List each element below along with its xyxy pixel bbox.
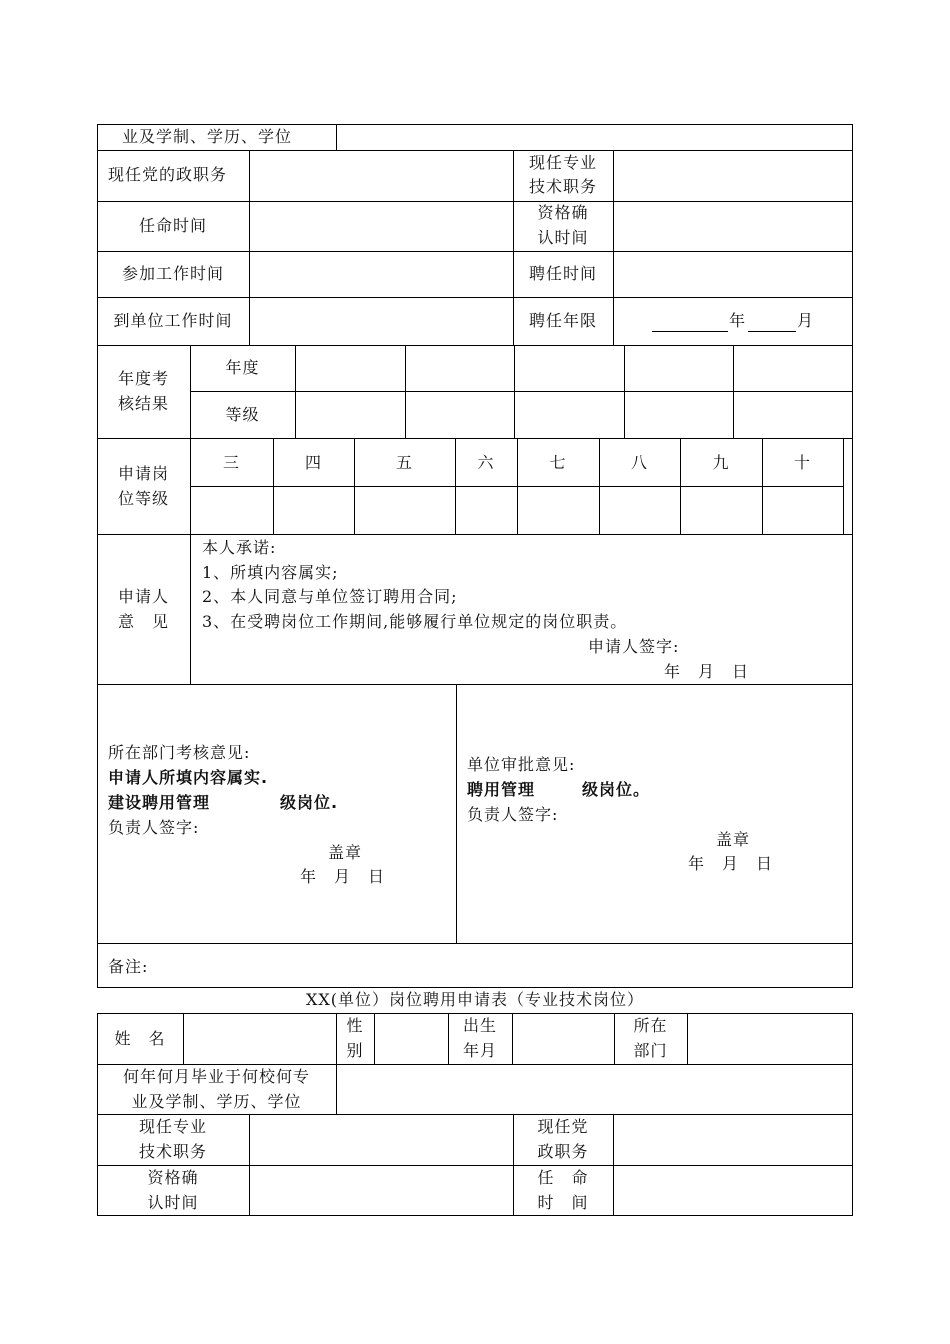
unit-bold-b: 级岗位。	[582, 780, 651, 799]
applicant-label-2: 意 见	[117, 612, 169, 631]
term-month-unit: 月	[797, 311, 815, 330]
work-start-label: 参加工作时间	[121, 264, 224, 283]
f2-tech-post-input[interactable]	[253, 1118, 509, 1161]
annual-label-2: 核结果	[117, 394, 169, 413]
f2-name-label: 姓 名	[114, 1029, 166, 1048]
f2-tech-post-1: 现任专业	[138, 1117, 207, 1136]
dept-sign: 负责人签字:	[108, 818, 200, 837]
dept-seal: 盖章	[328, 843, 363, 862]
f2-birth-input[interactable]	[516, 1017, 610, 1060]
unit-date: 年 月 日	[688, 854, 774, 873]
f2-qual-time-2: 认时间	[147, 1193, 199, 1212]
unit-sign: 负责人签字:	[467, 805, 559, 824]
grade-4: 四	[304, 453, 322, 472]
f2-name-input[interactable]	[187, 1017, 332, 1060]
annual-grade-label: 等级	[225, 405, 260, 424]
f2-qual-time-input[interactable]	[253, 1169, 509, 1212]
dept-opinion-label: 所在部门考核意见:	[108, 743, 251, 762]
f2-gender-2: 别	[346, 1041, 364, 1060]
term-year-unit: 年	[729, 311, 747, 330]
f2-dept-2: 部门	[633, 1041, 668, 1060]
f2-gender-1: 性	[346, 1016, 364, 1035]
party-post-input[interactable]	[253, 154, 509, 198]
unit-opinion-label: 单位审批意见:	[467, 755, 576, 774]
dept-bold-line-2b: 级岗位.	[280, 793, 339, 812]
f2-grad-2: 业及学制、学历、学位	[131, 1092, 302, 1111]
f2-dept-1: 所在	[633, 1016, 668, 1035]
grade-5: 五	[395, 453, 413, 472]
pledge-title: 本人承诺:	[202, 538, 277, 557]
f2-birth-2: 年月	[462, 1041, 497, 1060]
f2-tech-post-2: 技术职务	[138, 1142, 207, 1161]
grade-8: 八	[630, 453, 648, 472]
qual-time-label-1: 资格确	[537, 203, 589, 222]
unit-work-time-input[interactable]	[253, 301, 509, 341]
tech-post-label-2: 技术职务	[528, 177, 597, 196]
grade-10: 十	[793, 453, 811, 472]
term-year-blank[interactable]	[652, 331, 728, 332]
f2-dept-input[interactable]	[691, 1017, 849, 1060]
hire-term-label: 聘任年限	[528, 311, 597, 330]
dept-date: 年 月 日	[300, 867, 386, 886]
grade-6: 六	[477, 453, 495, 472]
tech-post-label-1: 现任专业	[528, 153, 597, 172]
term-month-blank[interactable]	[748, 331, 796, 332]
qual-time-input[interactable]	[617, 205, 849, 248]
f2-appoint-time-1: 任 命	[537, 1168, 589, 1187]
grade-7: 七	[549, 453, 567, 472]
remarks-input[interactable]	[160, 947, 849, 984]
pledge-item-1: 1、所填内容属实;	[202, 563, 339, 582]
annual-label-1: 年度考	[117, 369, 169, 388]
f2-birth-1: 出生	[462, 1016, 497, 1035]
grade-3: 三	[222, 453, 240, 472]
qual-time-label-2: 认时间	[537, 228, 589, 247]
unit-seal: 盖章	[716, 830, 751, 849]
f2-grad-input[interactable]	[340, 1068, 849, 1110]
applicant-date: 年 月 日	[664, 662, 750, 681]
applicant-label-1: 申请人	[117, 587, 169, 606]
hire-time-input[interactable]	[617, 255, 849, 294]
f2-appoint-time-input[interactable]	[617, 1169, 849, 1212]
appoint-time-input[interactable]	[253, 205, 509, 248]
dept-bold-line-2a: 建设聘用管理	[108, 793, 211, 812]
remarks-label: 备注:	[108, 957, 149, 976]
unit-bold-a: 聘用管理	[467, 780, 536, 799]
f2-appoint-time-2: 时 间	[537, 1193, 589, 1212]
pledge-item-3: 3、在受聘岗位工作期间,能够履行单位规定的岗位职责。	[202, 612, 628, 631]
f2-party-post-input[interactable]	[617, 1118, 849, 1161]
pledge-item-2: 2、本人同意与单位签订聘用合同;	[202, 587, 458, 606]
tech-post-input[interactable]	[617, 154, 849, 198]
work-start-input[interactable]	[253, 255, 509, 294]
major-input[interactable]	[340, 127, 848, 147]
form2-title: XX(单位）岗位聘用申请表（专业技术岗位）	[305, 990, 645, 1009]
f2-gender-input[interactable]	[378, 1017, 444, 1060]
dept-bold-line-1: 申请人所填内容属实.	[108, 768, 269, 787]
hire-time-label: 聘任时间	[528, 264, 597, 283]
grade-label-1: 申请岗	[117, 464, 169, 483]
grade-label-2: 位等级	[117, 489, 169, 508]
unit-work-time-label: 到单位工作时间	[113, 311, 233, 330]
annual-year-label: 年度	[225, 358, 260, 377]
party-post-label: 现任党的政职务	[108, 165, 228, 184]
f2-grad-1: 何年何月毕业于何校何专	[122, 1067, 310, 1086]
f2-party-post-2: 政职务	[537, 1142, 589, 1161]
grade-9: 九	[712, 453, 730, 472]
major-label: 业及学制、学历、学位	[122, 127, 293, 146]
f2-party-post-1: 现任党	[537, 1117, 589, 1136]
appoint-time-label: 任命时间	[138, 216, 207, 235]
applicant-sign: 申请人签字:	[588, 637, 680, 656]
f2-qual-time-1: 资格确	[147, 1168, 199, 1187]
